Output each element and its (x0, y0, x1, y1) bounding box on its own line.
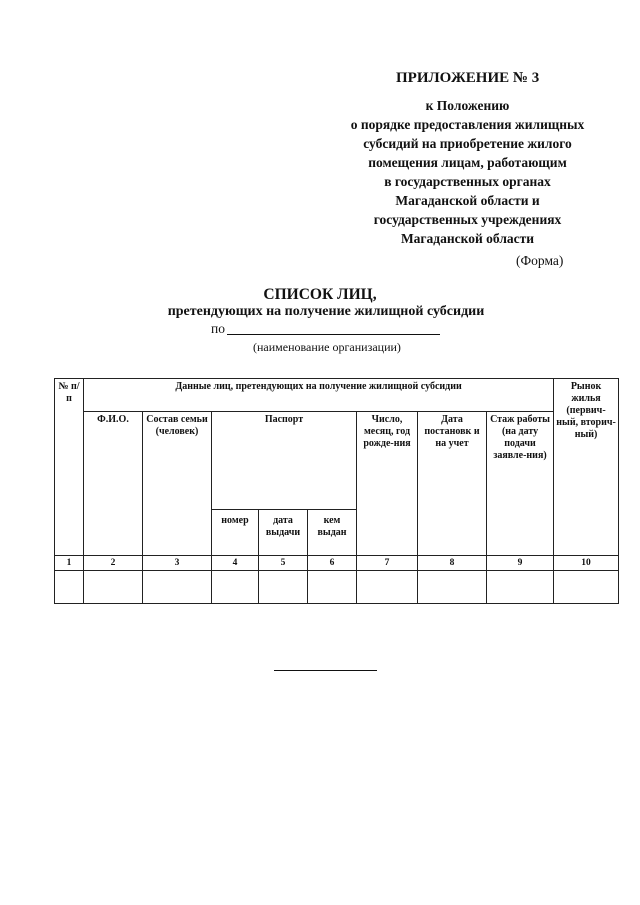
table-row (55, 571, 619, 604)
header-registration-date: Дата постановк и на учет (418, 412, 487, 556)
header-passport-issue-date: дата выдачи (259, 510, 308, 556)
header-passport-issuer: кем выдан (308, 510, 357, 556)
column-number: 4 (212, 556, 259, 571)
column-number: 9 (487, 556, 554, 571)
appendix-line: помещения лицам, работающим (368, 155, 567, 170)
header-family-size: Состав семьи (человек) (143, 412, 212, 556)
column-number: 2 (84, 556, 143, 571)
header-passport: Паспорт (212, 412, 357, 510)
appendix-line: в государственных органах (384, 174, 551, 189)
column-number: 6 (308, 556, 357, 571)
header-passport-number: номер (212, 510, 259, 556)
table-cell (554, 571, 619, 604)
table-cell (308, 571, 357, 604)
table-cell (212, 571, 259, 604)
table-cell (259, 571, 308, 604)
list-title: СПИСОК ЛИЦ, (263, 286, 377, 303)
form-label: (Форма) (516, 253, 564, 268)
header-full-name: Ф.И.О. (84, 412, 143, 556)
column-number: 8 (418, 556, 487, 571)
appendix-line: Магаданской области и (395, 193, 540, 208)
appendix-title: ПРИЛОЖЕНИЕ № 3 (396, 70, 540, 86)
column-number: 3 (143, 556, 212, 571)
header-housing-market: Рынок жилья (первич-ный, вторич-ный) (554, 379, 619, 556)
appendix-reference (330, 96, 605, 248)
header-applicant-data: Данные лиц, претендующих на получение жилищной субсидии (84, 379, 554, 412)
end-divider (274, 670, 377, 671)
appendix-line: государственных учреждениях (373, 212, 562, 227)
column-number: 1 (55, 556, 84, 571)
table-cell (357, 571, 418, 604)
applicants-table (54, 378, 619, 604)
column-number: 7 (357, 556, 418, 571)
appendix-line: субсидий на приобретение жилого (363, 136, 572, 151)
organization-caption: (наименование организации) (253, 340, 401, 354)
table-cell (418, 571, 487, 604)
header-work-experience: Стаж работы (на дату подачи заявле-ния) (487, 412, 554, 556)
column-number: 10 (554, 556, 619, 571)
header-birth-date: Число, месяц, год рожде-ния (357, 412, 418, 556)
column-number: 5 (259, 556, 308, 571)
table-cell (55, 571, 84, 604)
appendix-line: о порядке предоставления жилищных (350, 117, 585, 132)
appendix-line: Магаданской области (400, 231, 535, 246)
header-row-number: № п/п (55, 379, 84, 556)
table-cell (84, 571, 143, 604)
list-subtitle: претендующих на получение жилищной субсидии (167, 304, 485, 319)
organization-fill-line (227, 334, 440, 335)
table-cell (487, 571, 554, 604)
table-cell (143, 571, 212, 604)
organization-prefix: по (211, 321, 225, 336)
appendix-line: к Положению (425, 98, 510, 113)
